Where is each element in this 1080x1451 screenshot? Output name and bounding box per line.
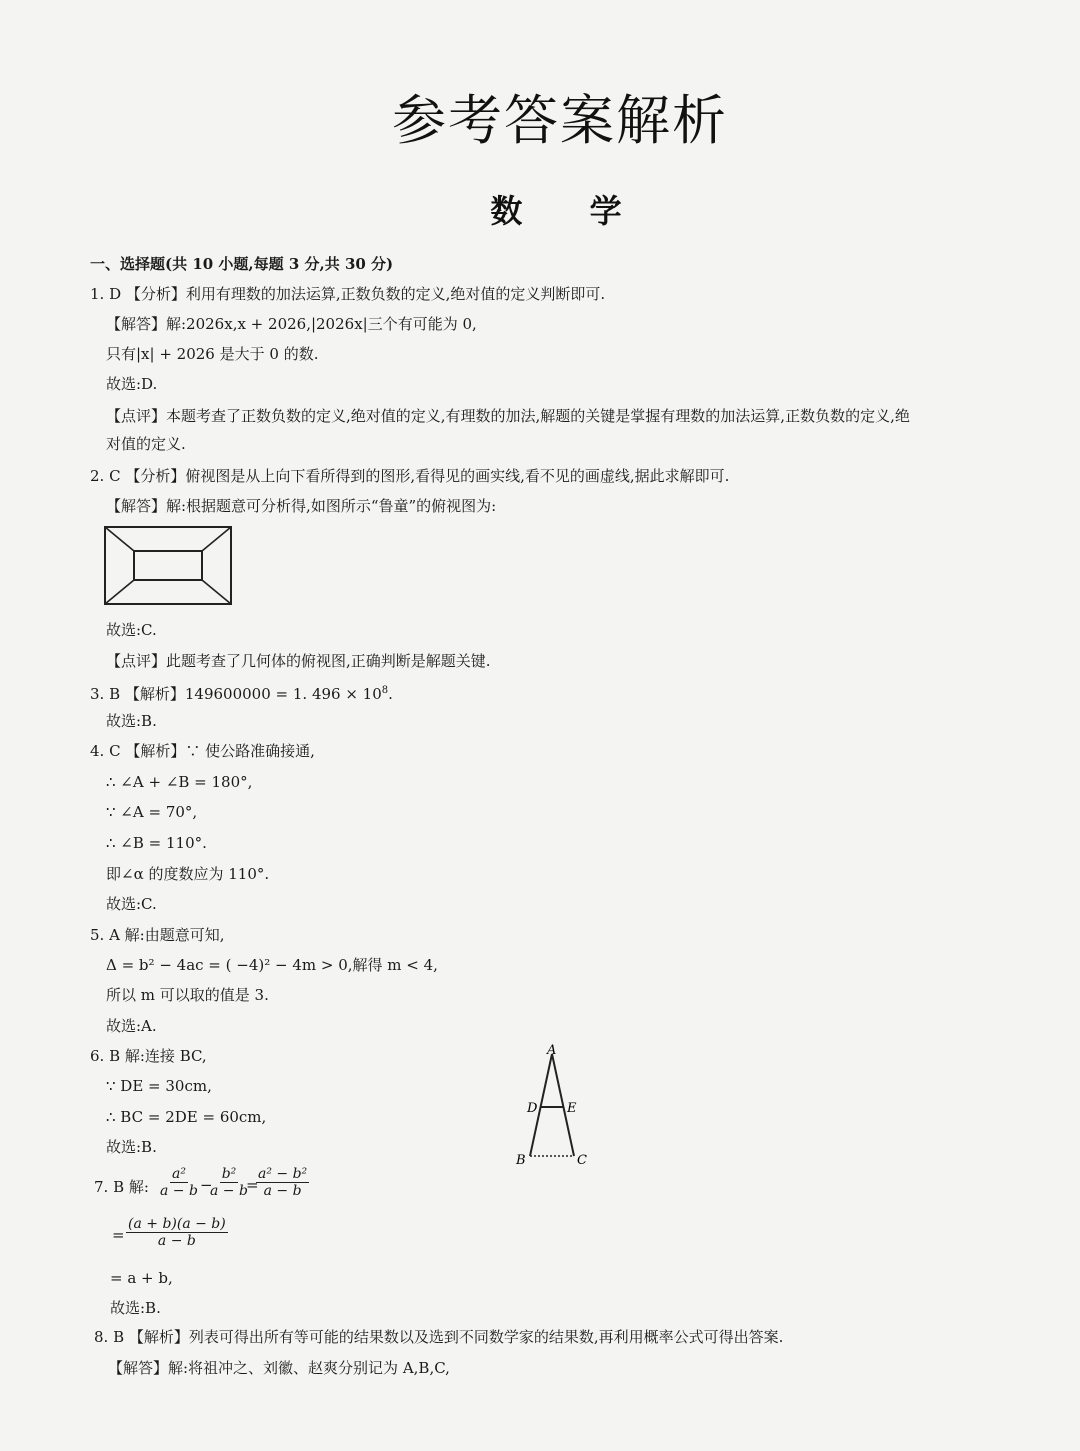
q7-f2-numerator: b² [221,1166,237,1182]
q7-equals-2: = [112,1226,125,1244]
q8-solution: 【解答】解:将祖冲之、刘徽、赵爽分别记为 A,B,C, [108,1359,450,1377]
q1-solution: 【解答】解:2026x,x + 2026,|2026x|三个有可能为 0, [106,315,477,333]
q7-fraction-4 [126,1216,228,1249]
q7-f4-denominator: a − b [157,1233,196,1249]
q3-exponent: 8 [381,685,389,696]
triangle-figure [510,1040,600,1170]
q5-choice: 故选:A. [106,1017,157,1035]
q4-head: 4. C 【解析】∵ 使公路准确接通, [90,742,315,760]
q3-head-end: . [388,685,393,703]
q2-comment: 【点评】此题考查了几何体的俯视图,正确判断是解题关键. [106,652,491,670]
q7-f1-numerator: a² [171,1166,186,1182]
q7-fraction-1 [158,1166,200,1199]
q1-choice: 故选:D. [106,375,158,393]
q5-head: 5. A 解:由题意可知, [90,926,225,944]
section-heading: 一、选择题(共 10 小题,每题 3 分,共 30 分) [90,255,394,273]
q3-head-text: 3. B 【解析】149600000 = 1. 496 × 10 [90,685,382,703]
q6-line2: ∴ BC = 2DE = 60cm, [106,1108,267,1126]
q5-line2: 所以 m 可以取的值是 3. [106,986,269,1004]
label-c: C [577,1153,587,1168]
page-title: 参考答案解析 [392,89,728,152]
label-a: A [547,1043,557,1058]
q7-f1-denominator: a − b [160,1183,198,1199]
q4-line1: ∴ ∠A + ∠B = 180°, [106,773,253,791]
q4-line4: 即∠α 的度数应为 110°. [106,865,270,883]
q7-f3-denominator: a − b [263,1183,302,1199]
q7-f4-numerator: (a + b)(a − b) [128,1216,226,1232]
q1-comment: 【点评】本题考查了正数负数的定义,绝对值的定义,有理数的加法,解题的关键是掌握有理数的加法运算,正数负数的定义,绝 [106,407,910,425]
label-d: D [527,1101,538,1116]
q1-comment-cont: 对值的定义. [106,435,186,453]
q5-line1: Δ = b² − 4ac = ( −4)² − 4m > 0,解得 m < 4, [106,956,438,974]
q7-fraction-3 [256,1166,309,1199]
q7-equals: = [246,1176,259,1194]
q3-choice: 故选:B. [106,712,157,730]
q1-head: 1. D 【分析】利用有理数的加法运算,正数负数的定义,绝对值的定义判断即可. [90,285,606,303]
q4-line3: ∴ ∠B = 110°. [106,834,207,852]
label-e: E [567,1101,577,1116]
q7-choice: 故选:B. [110,1299,161,1317]
top-view-figure [104,526,234,606]
q4-choice: 故选:C. [106,895,157,913]
q2-solution: 【解答】解:根据题意可分析得,如图所示“鲁童”的俯视图为: [106,497,497,515]
q2-choice: 故选:C. [106,621,157,639]
q4-line2: ∵ ∠A = 70°, [106,803,198,821]
q8-head: 8. B 【解析】列表可得出所有等可能的结果数以及选到不同数学家的结果数,再利用概率公式可得出答案. [94,1328,784,1346]
q1-line2: 只有|x| + 2026 是大于 0 的数. [106,345,319,363]
q7-minus: − [200,1176,213,1194]
q2-head: 2. C 【分析】俯视图是从上向下看所得到的图形,看得见的画实线,看不见的画虚线,据此求解即可. [90,467,730,485]
q7-f2-denominator: a − b [210,1183,248,1199]
q7-fraction-2 [208,1166,250,1199]
q3-head [90,681,393,704]
subject-heading: 数 学 [490,192,650,230]
q7-line3: = a + b, [110,1269,173,1287]
label-b: B [516,1153,526,1168]
q6-line1: ∵ DE = 30cm, [106,1077,212,1095]
q7-head: 7. B 解: [94,1178,149,1196]
q7-f3-numerator: a² − b² [258,1166,308,1182]
q6-choice: 故选:B. [106,1138,157,1156]
q6-head: 6. B 解:连接 BC, [90,1047,207,1065]
